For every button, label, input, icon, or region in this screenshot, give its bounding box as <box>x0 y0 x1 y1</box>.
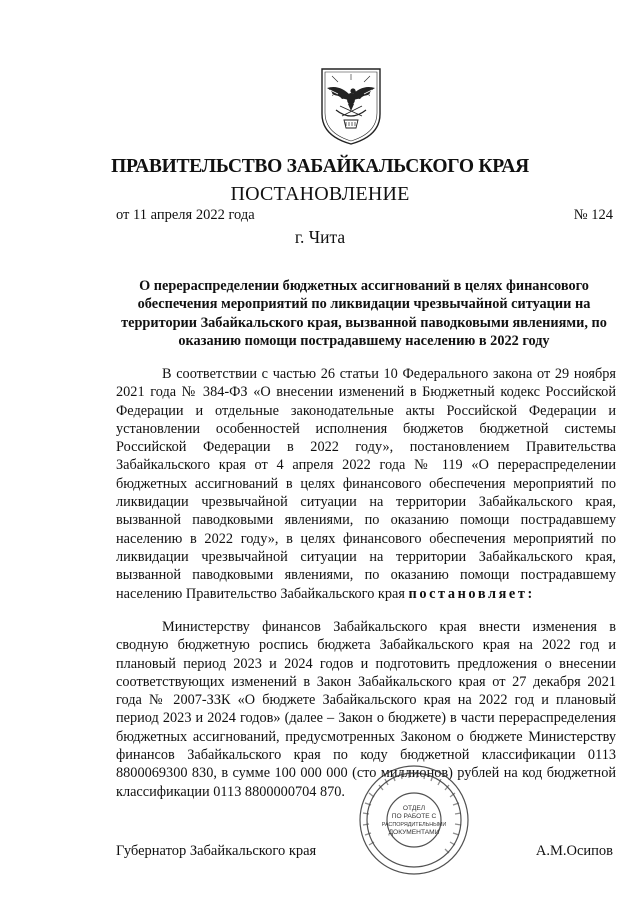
resolution-keyword: постановляет <box>408 585 528 602</box>
stamp-line-4: ДОКУМЕНТАМИ <box>388 829 440 836</box>
paragraph-resolution: Министерству финансов Забайкальского края внести изменения в сводную бюджетную роспись бюджета Забайкальского края на 2022 год и плановый период 2023 и 2024 годов и подготовить предложения о внесении соответствующих изменений в Закон Забайкальского края от 27 декабря 2021 года № 2007-ЗЗК «О бюджете Забайкальского края на 2022 год и плановый период 2023 и 2024 годов» (далее – Закон о бюджете) в части перераспределения бюджетных ассигнований, предусмотренных Законом о бюджете Министерству финансов Забайкальского края по коду бюджетной классификации 0113 8800069300 830, в сумме 100 000 000 (сто миллионов) рублей на код бюджетной классификации 0113 8800000704 870. <box>116 619 616 800</box>
document-city: г. Чита <box>294 227 346 247</box>
document-number: № 124 <box>573 207 613 223</box>
signer-role: Губернатор Забайкальского края <box>116 843 317 859</box>
paragraph-preamble <box>116 365 616 603</box>
document-subject: О перераспределении бюджетных ассигнований в целях финансового обеспечения мероприятий по ликвидации чрезвычайной ситуации на территории Забайкальского края, вызванной паводковыми явлениями, по оказанию помощи пострадавшему населению в 2022 году <box>121 278 607 350</box>
document-date: от 11 апреля 2022 года <box>116 207 255 223</box>
preamble-text: В соответствии с частью 26 статьи 10 Федерального закона от 29 ноября 2021 года № 384-ФЗ «О внесении изменений в Бюджетный кодекс Российской Федерации и отдельные законодательные акты Российской Федерации и установлении особенностей исполнения бюджетов бюджетной системы Российской Федерации в 2022 году», постановлением Правительства Забайкальского края от 4 апреля 2022 года № 119 «О перераспределении бюджетных ассигнований в целях финансового обеспечения мероприятий по ликвидации чрезвычайной ситуации на территории Забайкальского края, вызванной паводковыми явлениями, по оказанию помощи пострадавшему населению в 2022 году», в целях финансового обеспечения мероприятий по ликвидации чрезвычайной ситуации на территории Забайкальского края, вызванной паводковыми явлениями, по оказанию помощи пострадавшему населению Правительство Забайкальского края <box>116 366 616 602</box>
stamp-line-2: ПО РАБОТЕ С <box>391 813 437 820</box>
official-seal-icon <box>339 763 489 877</box>
stamp-line-3: РАСПОРЯДИТЕЛЬНЫМИ <box>381 822 447 828</box>
document-type: ПОСТАНОВЛЕНИЕ <box>230 183 410 205</box>
coat-of-arms-icon <box>318 66 384 146</box>
stamp-line-1: ОТДЕЛ <box>402 805 426 812</box>
government-title: ПРАВИТЕЛЬСТВО ЗАБАЙКАЛЬСКОГО КРАЯ <box>111 156 529 177</box>
preamble-end: : <box>527 585 533 602</box>
signer-name: А.М.Осипов <box>535 843 613 859</box>
